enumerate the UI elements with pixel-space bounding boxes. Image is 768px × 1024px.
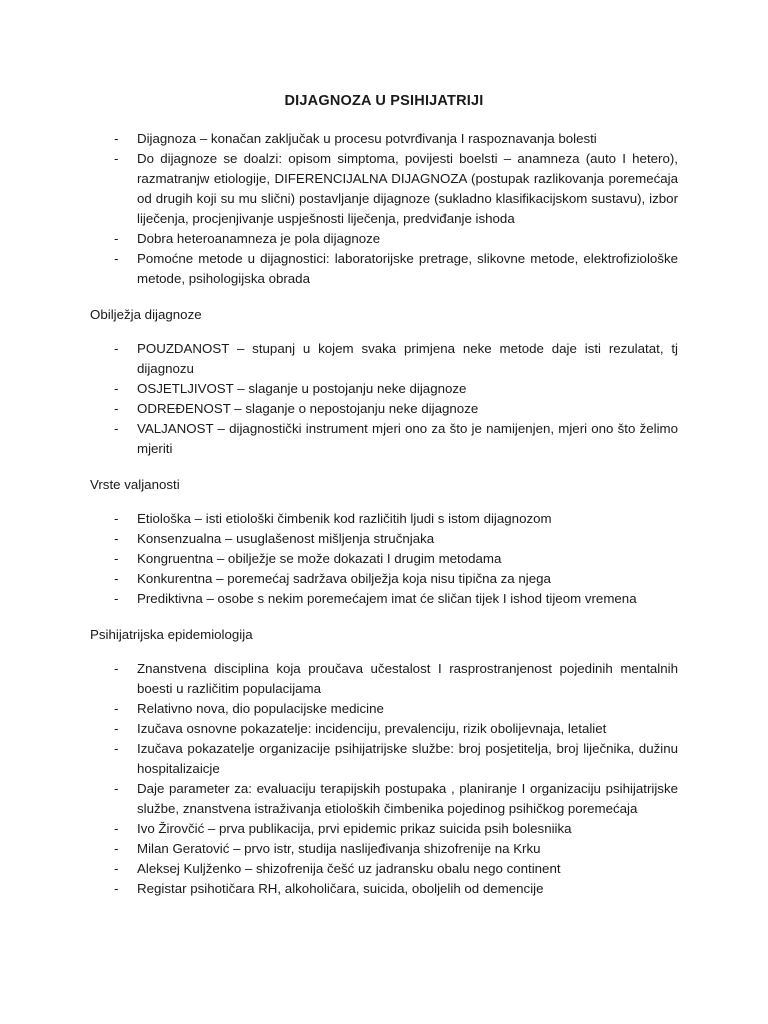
list-item: - Relativno nova, dio populacijske medicine (90, 699, 678, 719)
list-item: - ODREĐENOST – slaganje o nepostojanju neke dijagnoze (90, 399, 678, 419)
list-item: - OSJETLJIVOST – slaganje u postojanju neke dijagnoze (90, 379, 678, 399)
list-item: - Izučava osnovne pokazatelje: incidenciju, prevalenciju, rizik obolijevnaja, letaliet (90, 719, 678, 739)
list-item: - VALJANOST – dijagnostički instrument mjeri ono za što je namijenjen, mjeri ono što želimo mjeriti (90, 419, 678, 459)
list-item: - Pomoćne metode u dijagnostici: laboratorijske pretrage, slikovne metode, elektrofiziološke metode, psihologijska obrada (90, 249, 678, 289)
list-item: - Aleksej Kuljženko – shizofrenija češć uz jadransku obalu nego continent (90, 859, 678, 879)
section-heading-epidemiologija: Psihijatrijska epidemiologija (90, 627, 253, 642)
epidemiologija-list (90, 659, 678, 899)
list-item: - Do dijagnoze se doalzi: opisom simptoma, povijesti boelsti – anamneza (auto I hetero), razmatranjw etiologije, DIFERENCIJALNA DIJAGNOZA (postupak razlikovanja poremećaja od drugih koji su mu slični) postavljanje dijagnoze (sukladno klasifikacijskom sustavu), izbor liječenja, procjenjivanje uspješnosti liječenja, predviđanje ishoda (90, 149, 678, 229)
list-item: - Ivo Žirovčić – prva publikacija, prvi epidemic prikaz suicida psih bolesniika (90, 819, 678, 839)
list-item: - Prediktivna – osobe s nekim poremećajem imat će sličan tijek I ishod tijeom vremena (90, 589, 678, 609)
list-item: - POUZDANOST – stupanj u kojem svaka primjena neke metode daje isti rezulatat, tj dijagnozu (90, 339, 678, 379)
list-item: - Konsenzualna – usuglašenost mišljenja stručnjaka (90, 529, 678, 549)
list-item: - Dijagnoza – konačan zaključak u procesu potvrđivanja I raspoznavanja bolesti (90, 129, 678, 149)
list-item: - Etiološka – isti etiološki čimbenik kod različitih ljudi s istom dijagnozom (90, 509, 678, 529)
list-item: - Znanstvena disciplina koja proučava učestalost I rasprostranjenost pojedinih mentalnih boesti u različitim populacijama (90, 659, 678, 699)
list-item: - Registar psihotičara RH, alkoholičara, suicida, oboljelih od demencije (90, 879, 678, 899)
page-title: DIJAGNOZA U PSIHIJATRIJI (284, 93, 484, 109)
list-item: - Milan Geratović – prvo istr, studija naslijeđivanja shizofrenije na Krku (90, 839, 678, 859)
section-heading-obiljezja: Obilježja dijagnoze (90, 307, 202, 322)
list-item: - Dobra heteroanamneza je pola dijagnoze (90, 229, 678, 249)
intro-list (90, 129, 678, 289)
list-item: - Konkurentna – poremećaj sadržava obilježja koja nisu tipična za njega (90, 569, 678, 589)
list-item: - Daje parameter za: evaluaciju terapijskih postupaka , planiranje I organizaciju psihijatrijske službe, znanstvena istraživanja etioloških čimbenika pojedinog psihičkog poremećaja (90, 779, 678, 819)
list-item: - Izučava pokazatelje organizacije psihijatrijske službe: broj posjetitelja, broj liječnika, dužinu hospitalizaicje (90, 739, 678, 779)
obiljezja-list (90, 339, 678, 459)
valjanost-list (90, 509, 678, 609)
list-item: - Kongruentna – obilježje se može dokazati I drugim metodama (90, 549, 678, 569)
section-heading-valjanost: Vrste valjanosti (90, 477, 180, 492)
